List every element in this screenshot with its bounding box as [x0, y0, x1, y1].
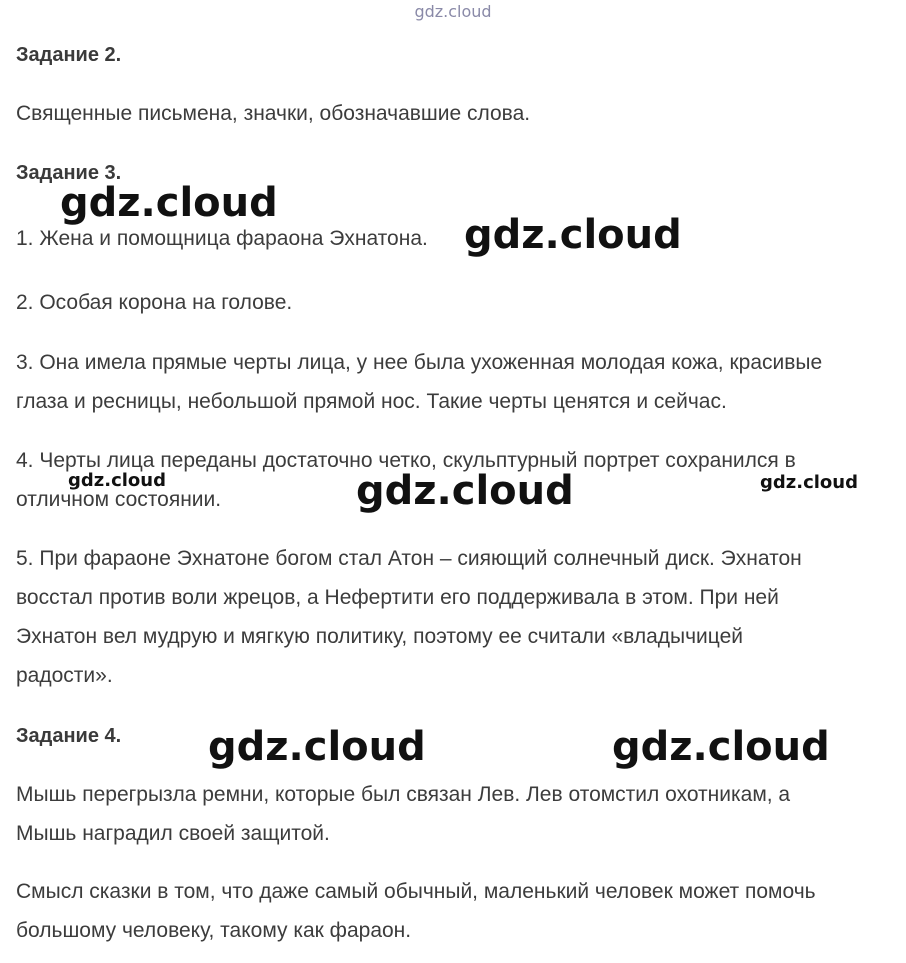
- task3-heading: Задание 3.: [16, 162, 122, 184]
- task4-para1-line1: Мышь перегрызла ремни, которые был связан Лев. Лев отомстил охотникам, а: [16, 783, 791, 806]
- task4-heading: Задание 4.: [16, 725, 122, 747]
- watermark-text: gdz.cloud: [760, 472, 858, 493]
- task4-para2-line2: большому человеку, такому как фараон.: [16, 919, 412, 942]
- task4-para1-line2: Мышь наградил своей защитой.: [16, 822, 330, 845]
- task3-item5-line4: радости».: [16, 664, 113, 687]
- task3-item3-line2: глаза и ресницы, небольшой прямой нос. Такие черты ценятся и сейчас.: [16, 390, 727, 413]
- task2-heading: Задание 2.: [16, 44, 122, 66]
- task3-item4-line2: отличном состоянии.: [16, 488, 222, 511]
- watermark-text: gdz.cloud: [464, 212, 682, 258]
- task4-para2-line1: Смысл сказки в том, что даже самый обычный, маленький человек может помочь: [16, 880, 816, 903]
- task2-text: Священные письмена, значки, обозначавшие слова.: [16, 102, 531, 125]
- watermark-text: gdz.cloud: [612, 724, 830, 770]
- watermark-text: gdz.cloud: [68, 470, 166, 491]
- task3-item1: 1. Жена и помощница фараона Эхнатона.: [16, 227, 428, 250]
- watermark-text: gdz.cloud: [60, 180, 278, 226]
- task3-item3-line1: 3. Она имела прямые черты лица, у нее была ухоженная молодая кожа, красивые: [16, 351, 823, 374]
- task3-item2: 2. Особая корона на голове.: [16, 291, 293, 314]
- watermark-text: gdz.cloud: [208, 724, 426, 770]
- top-watermark: gdz.cloud: [414, 2, 492, 21]
- task3-item4-line1: 4. Черты лица переданы достаточно четко, скульптурный портрет сохранился в: [16, 449, 796, 472]
- task3-item5-line3: Эхнатон вел мудрую и мягкую политику, поэтому ее считали «владычицей: [16, 625, 743, 648]
- task3-item5-line1: 5. При фараоне Эхнатоне богом стал Атон – сияющий солнечный диск. Эхнатон: [16, 547, 802, 570]
- watermark-text: gdz.cloud: [356, 468, 574, 514]
- task3-item5-line2: восстал против воли жрецов, а Нефертити его поддерживала в этом. При ней: [16, 586, 779, 609]
